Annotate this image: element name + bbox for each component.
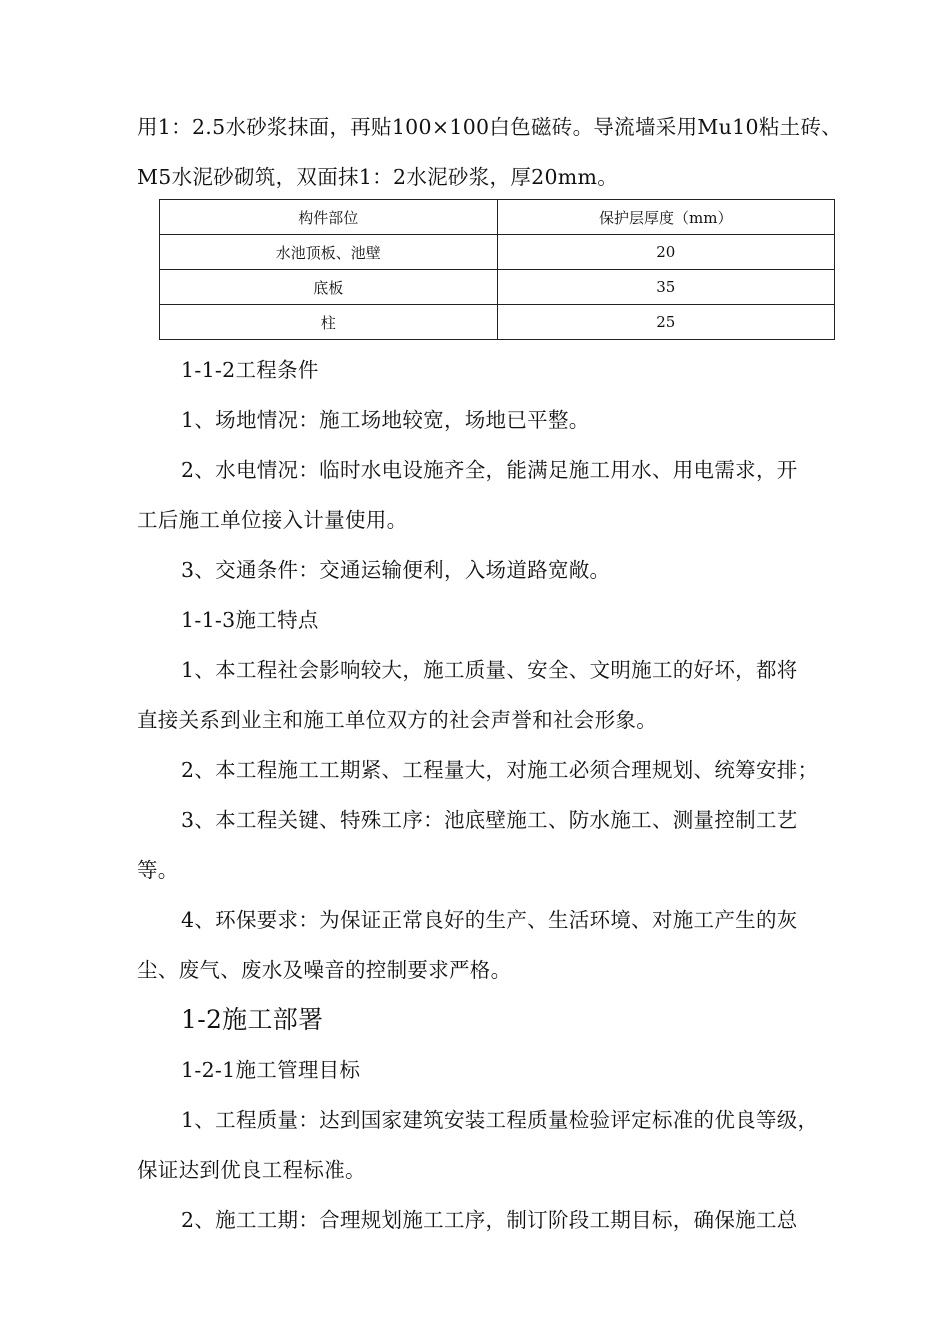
paragraph-line: 1、工程质量：达到国家建筑安装工程质量检验评定标准的优良等级， [181,1108,819,1132]
paragraph-line: 4、环保要求：为保证正常良好的生产、生活环境、对施工产生的灰 [181,908,798,932]
paragraph-line: 等。 [137,858,179,882]
table-row [160,235,835,270]
table-header-row [160,200,835,235]
table-cell: 水池顶板、池壁 [160,235,498,270]
paragraph-line: 1、本工程社会影响较大，施工质量、安全、文明施工的好坏，都将 [181,658,798,682]
paragraph-line: 用1：2.5水砂浆抹面，再贴100×100白色磁砖。导流墙采用Mu10粘土砖、 [137,115,843,139]
paragraph-line: 2、施工工期：合理规划施工工序，制订阶段工期目标，确保施工总 [181,1208,798,1232]
paragraph-line: 1、场地情况：施工场地较宽，场地已平整。 [181,408,590,432]
paragraph-line: 3、本工程关键、特殊工序：池底壁施工、防水施工、测量控制工艺 [181,808,798,832]
table-row [160,270,835,305]
section-heading: 1-1-2工程条件 [181,358,319,382]
paragraph-line: 2、水电情况：临时水电设施齐全，能满足施工用水、用电需求，开 [181,458,798,482]
paragraph-line: 2、本工程施工工期紧、工程量大，对施工必须合理规划、统筹安排； [181,758,819,782]
table-row [160,305,835,340]
paragraph-line: M5水泥砂砌筑，双面抹1：2水泥砂浆，厚20mm。 [137,165,619,189]
paragraph-line: 3、交通条件：交通运输便利，入场道路宽敞。 [181,558,611,582]
table-cell: 25 [497,305,835,340]
table-header-cell: 保护层厚度（mm） [497,200,835,235]
table-cell: 柱 [160,305,498,340]
cover-thickness-table [159,199,835,340]
table-cell: 35 [497,270,835,305]
table-header-cell: 构件部位 [160,200,498,235]
chapter-heading: 1-2施工部署 [181,1005,324,1034]
paragraph-line: 保证达到优良工程标准。 [137,1158,366,1182]
section-heading: 1-1-3施工特点 [181,608,319,632]
section-heading: 1-2-1施工管理目标 [181,1058,361,1082]
table-cell: 20 [497,235,835,270]
table-cell: 底板 [160,270,498,305]
paragraph-line: 直接关系到业主和施工单位双方的社会声誉和社会形象。 [137,708,657,732]
paragraph-line: 工后施工单位接入计量使用。 [137,508,408,532]
paragraph-line: 尘、废气、废水及噪音的控制要求严格。 [137,958,512,982]
